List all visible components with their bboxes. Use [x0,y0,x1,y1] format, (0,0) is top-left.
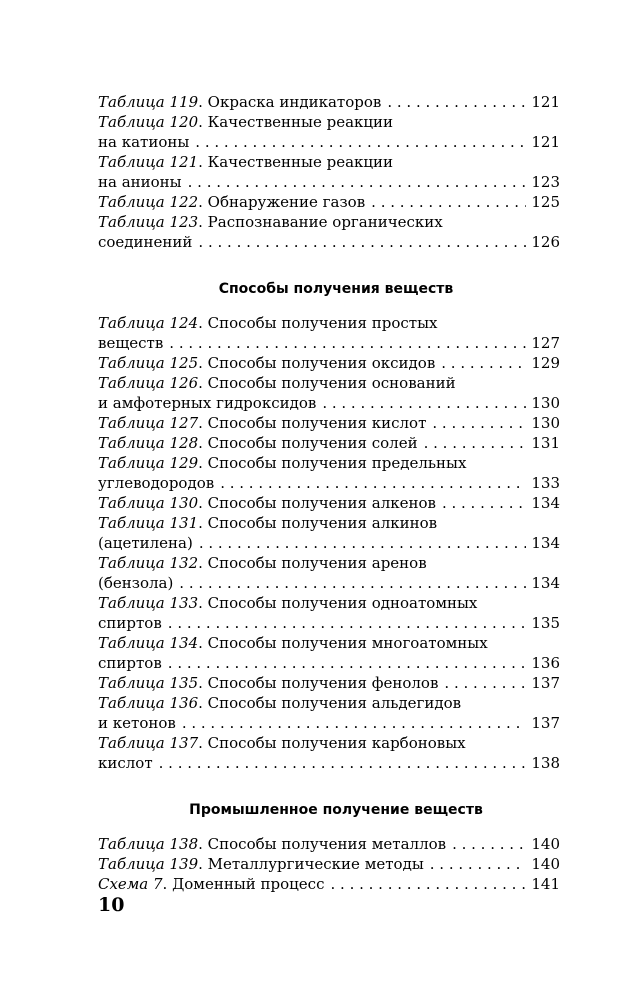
toc-section [98,800,560,894]
toc-entry[interactable] [98,212,560,252]
toc-entry-line: Таблица 137. Способы получения карбоновых [98,734,466,752]
toc-entry-line [98,473,560,493]
toc-entry[interactable] [98,593,560,633]
entry-number: Таблица 119 [98,93,199,111]
entry-title: Способы получения оснований [207,374,456,392]
dot-leader [179,573,526,593]
entry-title: (бензола) [98,574,174,592]
entry-title: Способы получения одноатомных [207,594,478,612]
entry-page-number: 127 [531,334,560,352]
entry-title: и кетонов [98,714,176,732]
dot-leader [168,613,527,633]
entry-title: Способы получения кислот [207,414,427,432]
toc-entry-line: Схема 7. Доменный процесс . . . 141 [98,874,560,894]
dot-leader [331,874,527,894]
entry-title: Распознавание органических [207,213,443,231]
entry-page-number: 141 [531,875,560,893]
section-title: Способы получения веществ [218,281,454,297]
entry-number: Таблица 127 [98,414,199,432]
entry-number: Таблица 121 [98,153,199,171]
toc-entry[interactable] [98,433,560,453]
entry-page-number: 134 [531,534,560,552]
toc-entry[interactable] [98,192,560,212]
toc-entry[interactable] [98,513,560,553]
toc-entry-line [98,172,560,192]
entry-number: Таблица 136 [98,694,199,712]
dot-leader [199,533,527,553]
entry-title: веществ [98,334,164,352]
dot-leader [432,413,526,433]
entry-title: спиртов [98,654,162,672]
dot-leader [387,92,526,112]
entry-page-number: 121 [531,93,560,111]
entry-title: углеводородов [98,474,215,492]
toc-entry-line: Таблица 136. Способы получения альдегидов [98,694,462,712]
toc-entry-line: Таблица 127. Способы получения кислот . . . 130 [98,413,560,433]
entry-number: Таблица 120 [98,113,199,131]
entry-page-number: 121 [531,133,560,151]
entry-page-number: 123 [531,173,560,191]
entry-number: Таблица 128 [98,434,199,452]
toc-entry-line [98,653,560,673]
toc-entry-line [98,713,560,733]
entry-number: Таблица 139 [98,855,199,873]
toc-entry-line: Таблица 128. Способы получения солей . . . 131 [98,433,560,453]
dot-leader [441,353,526,373]
entry-title: Доменный процесс [172,875,325,893]
entry-title: (ацетилена) [98,534,193,552]
toc-entry[interactable] [98,152,560,192]
entry-title: Металлургические методы [207,855,424,873]
toc-entry-line [98,613,560,633]
toc-entry-line [98,573,560,593]
toc-entry-line [98,533,560,553]
entry-page-number: 131 [531,434,560,452]
entry-title: Качественные реакции [207,113,394,131]
entry-number: Таблица 137 [98,734,199,752]
entry-page-number: 140 [531,835,560,853]
entry-page-number: 134 [531,494,560,512]
entry-title: Способы получения предельных [207,454,467,472]
dot-leader [188,172,527,192]
toc-entry[interactable] [98,453,560,493]
entry-title: и амфотерных гидроксидов [98,394,317,412]
toc-entry-line: Таблица 133. Способы получения одноатомных [98,594,478,612]
dot-leader [159,753,527,773]
entry-page-number: 130 [531,394,560,412]
toc-entry[interactable] [98,854,560,874]
toc-entry-line: Таблица 135. Способы получения фенолов . . . 137 [98,673,560,693]
entry-title: Способы получения альдегидов [207,694,462,712]
entry-page-number: 126 [531,233,560,251]
entry-number: Таблица 123 [98,213,199,231]
toc-entry[interactable] [98,373,560,413]
table-of-contents [98,92,560,894]
entry-title: Качественные реакции [207,153,394,171]
entry-number: Таблица 135 [98,674,199,692]
entry-title: Окраска индикаторов [207,93,382,111]
toc-entry[interactable] [98,553,560,593]
toc-entry-line: Таблица 134. Способы получения многоатомных [98,634,488,652]
toc-entry-line: Таблица 138. Способы получения металлов . . . 140 [98,834,560,854]
page-number: 10 [98,894,125,916]
entry-title: Способы получения аренов [207,554,427,572]
toc-entry-line [98,333,560,353]
entry-page-number: 130 [531,414,560,432]
entry-title: Способы получения фенолов [207,674,439,692]
toc-entry[interactable] [98,874,560,894]
toc-section [98,92,560,252]
dot-leader [322,393,526,413]
toc-entry-line: Таблица 131. Способы получения алкинов [98,514,438,532]
toc-entry-line [98,232,560,252]
entry-page-number: 133 [531,474,560,492]
entry-number: Таблица 132 [98,554,199,572]
entry-title: Обнаружение газов [207,193,366,211]
toc-entry[interactable] [98,92,560,112]
entry-number: Схема 7 [98,875,163,893]
entry-number: Таблица 138 [98,835,199,853]
toc-entry[interactable] [98,633,560,673]
entry-page-number: 129 [531,354,560,372]
entry-number: Таблица 126 [98,374,199,392]
entry-title: Способы получения простых [207,314,438,332]
toc-entry[interactable] [98,313,560,353]
entry-title: Способы получения металлов [207,835,447,853]
entry-page-number: 134 [531,574,560,592]
toc-entry-line: Таблица 132. Способы получения аренов [98,554,427,572]
entry-number: Таблица 131 [98,514,199,532]
toc-entry-line: Таблица 121. Качественные реакции [98,153,394,171]
entry-title: Способы получения карбоновых [207,734,466,752]
entry-page-number: 125 [531,193,560,211]
dot-leader [452,834,526,854]
dot-leader [424,433,527,453]
dot-leader [169,333,526,353]
entry-title: Способы получения солей [207,434,418,452]
toc-entry[interactable] [98,493,560,513]
entry-title: Способы получения алкинов [207,514,438,532]
toc-entry[interactable] [98,353,560,373]
entry-page-number: 137 [531,714,560,732]
entry-title: кислот [98,754,153,772]
entry-page-number: 140 [531,855,560,873]
entry-number: Таблица 130 [98,494,199,512]
entry-title: на анионы [98,173,182,191]
entry-title: соединений [98,233,193,251]
toc-entry[interactable] [98,693,560,733]
entry-number: Таблица 122 [98,193,199,211]
dot-leader [430,854,527,874]
dot-leader [444,673,526,693]
toc-entry-line: Таблица 120. Качественные реакции [98,113,394,131]
toc-section [98,279,560,773]
entry-number: Таблица 124 [98,314,199,332]
entry-title: на катионы [98,133,190,151]
toc-entry[interactable] [98,112,560,152]
toc-entry-line [98,393,560,413]
entry-page-number: 135 [531,614,560,632]
toc-entry[interactable] [98,673,560,693]
toc-entry-line: Таблица 139. Металлургические методы . . . 140 [98,854,560,874]
entry-number: Таблица 125 [98,354,199,372]
toc-entry-line [98,132,560,152]
entry-title: спиртов [98,614,162,632]
toc-entry-line: Таблица 123. Распознавание органических [98,213,443,231]
dot-leader [168,653,527,673]
entry-title: Способы получения алкенов [207,494,436,512]
entry-page-number: 137 [531,674,560,692]
entry-number: Таблица 134 [98,634,199,652]
dot-leader [182,713,527,733]
entry-title: Способы получения оксидов [207,354,436,372]
toc-entry-line: Таблица 125. Способы получения оксидов . . . 129 [98,353,560,373]
toc-entry-line: Таблица 130. Способы получения алкенов . . . 134 [98,493,560,513]
toc-entry-line: Таблица 119. Окраска индикаторов . . . 121 [98,92,560,112]
entry-page-number: 138 [531,754,560,772]
toc-entry-line [98,753,560,773]
toc-entry-line: Таблица 129. Способы получения предельных [98,454,467,472]
toc-entry-line: Таблица 126. Способы получения оснований [98,374,456,392]
section-title: Промышленное получение веществ [189,802,483,818]
toc-entry-line: Таблица 122. Обнаружение газов . . . 125 [98,192,560,212]
toc-entry[interactable] [98,834,560,854]
entry-number: Таблица 129 [98,454,199,472]
toc-entry[interactable] [98,733,560,773]
entry-page-number: 136 [531,654,560,672]
entry-title: Способы получения многоатомных [207,634,488,652]
dot-leader [371,192,526,212]
entry-number: Таблица 133 [98,594,199,612]
dot-leader [198,232,526,252]
dot-leader [195,132,526,152]
toc-entry-line: Таблица 124. Способы получения простых [98,314,438,332]
toc-entry[interactable] [98,413,560,433]
dot-leader [442,493,526,513]
dot-leader [220,473,526,493]
